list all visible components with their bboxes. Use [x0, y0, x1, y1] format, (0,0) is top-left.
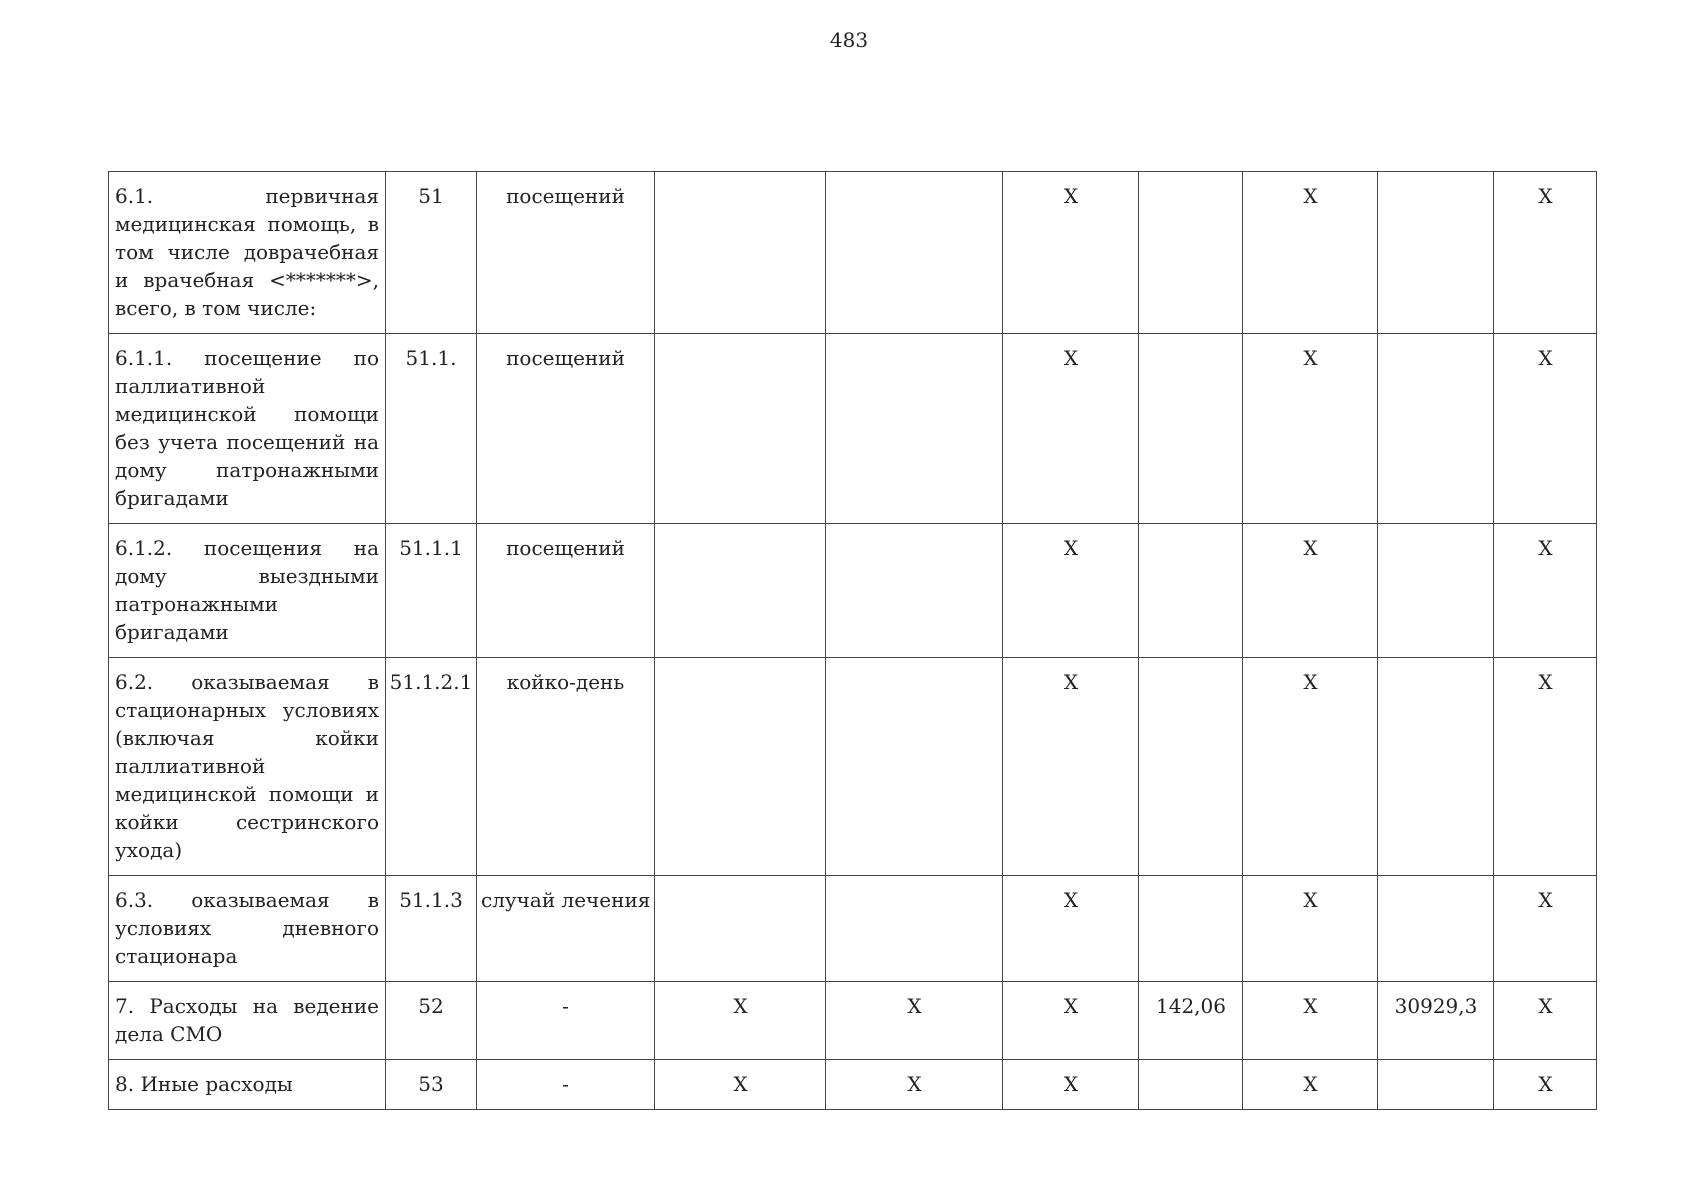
table-cell: X [1003, 1060, 1139, 1110]
row-name: 6.3. оказываемая в условиях дневного стационара [109, 876, 386, 982]
table-cell: X [1494, 982, 1597, 1060]
table-cell: X [1003, 982, 1139, 1060]
table-cell [1139, 172, 1243, 334]
row-unit: - [477, 982, 655, 1060]
table-cell: X [1243, 524, 1378, 658]
table-cell [826, 658, 1003, 876]
row-unit: посещений [477, 172, 655, 334]
table-cell: X [1494, 1060, 1597, 1110]
row-unit: случай лечения [477, 876, 655, 982]
row-code: 51.1. [386, 334, 477, 524]
table-cell [1378, 1060, 1494, 1110]
table-cell [1139, 1060, 1243, 1110]
table-cell: 30929,3 [1378, 982, 1494, 1060]
row-code: 53 [386, 1060, 477, 1110]
table-cell [655, 524, 826, 658]
row-name: 6.2. оказываемая в стационарных условиях (включая койки паллиативной медицинской помощи и койки сестринского ухода) [109, 658, 386, 876]
table-cell [1139, 876, 1243, 982]
table-cell: X [1243, 982, 1378, 1060]
table-row [109, 524, 1597, 658]
table-cell: X [655, 1060, 826, 1110]
row-code: 51.1.1 [386, 524, 477, 658]
row-name: 6.1.2. посещения на дому выездными патронажными бригадами [109, 524, 386, 658]
table-cell [1378, 334, 1494, 524]
table-cell: X [826, 982, 1003, 1060]
table-cell [655, 172, 826, 334]
row-name: 8. Иные расходы [109, 1060, 386, 1110]
table-cell [1139, 524, 1243, 658]
table-cell: X [1003, 334, 1139, 524]
table-cell [655, 334, 826, 524]
table-cell: X [1243, 172, 1378, 334]
row-code: 51 [386, 172, 477, 334]
row-unit: койко-день [477, 658, 655, 876]
table-cell: X [1243, 1060, 1378, 1110]
table-cell: X [1003, 876, 1139, 982]
table-cell: X [1243, 658, 1378, 876]
table-cell [826, 876, 1003, 982]
table-row [109, 982, 1597, 1060]
table-row [109, 334, 1597, 524]
table-cell [1139, 334, 1243, 524]
table-cell: X [1494, 658, 1597, 876]
table-cell [1378, 172, 1494, 334]
row-name: 6.1.1. посещение по паллиативной медицинской помощи без учета посещений на дому патронажными бригадами [109, 334, 386, 524]
table-cell [655, 876, 826, 982]
table-cell [1378, 658, 1494, 876]
row-code: 51.1.3 [386, 876, 477, 982]
row-code: 52 [386, 982, 477, 1060]
row-unit: посещений [477, 524, 655, 658]
table-cell: X [1243, 334, 1378, 524]
table-cell: X [1494, 524, 1597, 658]
table-cell: X [826, 1060, 1003, 1110]
table-cell [1139, 658, 1243, 876]
table-cell [826, 524, 1003, 658]
table-cell: X [1003, 658, 1139, 876]
row-name: 7. Расходы на ведение дела СМО [109, 982, 386, 1060]
table-row [109, 658, 1597, 876]
row-code: 51.1.2.1 [386, 658, 477, 876]
table-cell: 142,06 [1139, 982, 1243, 1060]
table-cell: X [1494, 334, 1597, 524]
table-cell [1378, 876, 1494, 982]
table-row [109, 1060, 1597, 1110]
row-name: 6.1. первичная медицинская помощь, в том числе доврачебная и врачебная <*******>, всего, в том числе: [109, 172, 386, 334]
table-row [109, 172, 1597, 334]
table-row [109, 876, 1597, 982]
table-cell: X [1003, 524, 1139, 658]
table-cell [826, 334, 1003, 524]
table-cell: X [1243, 876, 1378, 982]
expenses-table [108, 171, 1597, 1110]
page-number: 483 [829, 28, 869, 52]
row-unit: посещений [477, 334, 655, 524]
table-cell [1378, 524, 1494, 658]
table-cell: X [1003, 172, 1139, 334]
table-cell: X [655, 982, 826, 1060]
row-unit: - [477, 1060, 655, 1110]
table-cell [655, 658, 826, 876]
table-cell [826, 172, 1003, 334]
table-cell: X [1494, 876, 1597, 982]
table-cell: X [1494, 172, 1597, 334]
